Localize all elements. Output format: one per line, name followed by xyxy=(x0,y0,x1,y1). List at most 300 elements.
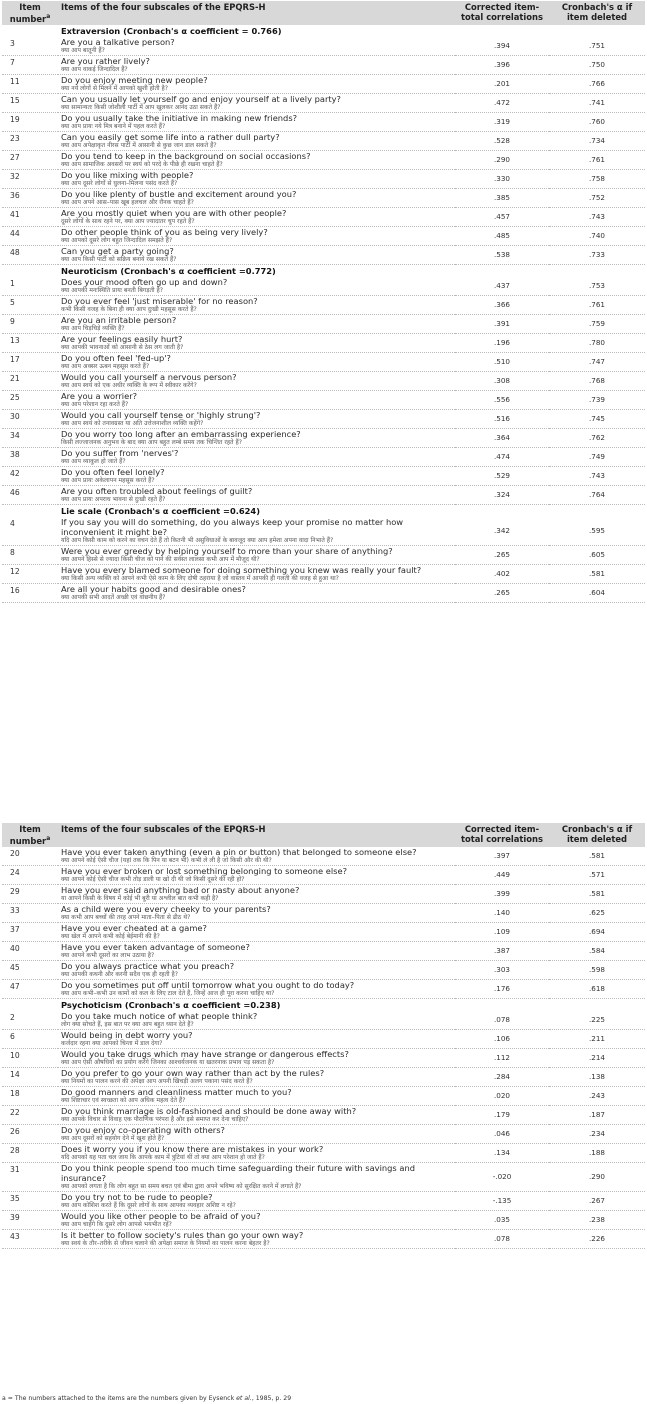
item-number-header: Item number$^a$ xyxy=(2,823,58,847)
item-english-text: Are you often troubled about feelings of guilt? xyxy=(61,485,253,496)
alpha-if-deleted-header: Cronbach's α if item deleted xyxy=(549,823,645,847)
table-row xyxy=(2,1067,645,1086)
item-english-text: Do you take much notice of what people think? xyxy=(61,1010,258,1021)
corrected-correlation-value: .387 xyxy=(455,941,549,960)
item-text-cell xyxy=(58,390,455,409)
item-number: 20 xyxy=(2,847,58,866)
item-text-cell xyxy=(58,93,455,112)
item-text-cell xyxy=(58,1229,455,1248)
corrected-correlation-value: .364 xyxy=(455,428,549,447)
item-number: 25 xyxy=(2,390,58,409)
corrected-correlation-value: .020 xyxy=(455,1086,549,1105)
table-row xyxy=(2,409,645,428)
table-row xyxy=(2,112,645,131)
item-english-text: Are you an irritable person? xyxy=(61,314,177,325)
item-text-cell xyxy=(58,55,455,74)
corrected-correlation-value: .399 xyxy=(455,884,549,903)
item-hindi-text: क्या आप बातूनी हैं? xyxy=(61,46,105,54)
table-row xyxy=(2,1048,645,1067)
item-english-text: Do you worry too long after an embarrassing experience? xyxy=(61,428,301,439)
alpha-if-deleted-value: .751 xyxy=(549,37,645,56)
item-hindi-text: क्या आप कभी–कभी उन कामों को कल के लिए टाल देते हैं, जिन्हें आज ही पूरा करना चाहिए था? xyxy=(61,989,275,997)
item-text-cell xyxy=(58,517,455,546)
item-hindi-text: क्या आप सामाजिक अवसरों पर स्वयं को परदे के पीछे ही रखना चाहते हैं? xyxy=(61,160,223,168)
corrected-correlation-value: .556 xyxy=(455,390,549,409)
item-number: 3 xyxy=(2,37,58,56)
subscale-section-row xyxy=(2,25,645,37)
item-number: 43 xyxy=(2,1229,58,1248)
item-number: 30 xyxy=(2,409,58,428)
item-english-text: Do you like mixing with people? xyxy=(61,169,194,180)
item-text-cell xyxy=(58,428,455,447)
item-text-cell xyxy=(58,112,455,131)
alpha-if-deleted-value: .234 xyxy=(549,1124,645,1143)
item-text-cell xyxy=(58,74,455,93)
item-hindi-text: यदि आप किसी काम को करने का वचन देते हैं तो कितनी भी असुविधाओं के बावजूद क्या आप हमेशा अपना वादा निभाते हैं? xyxy=(61,536,334,544)
alpha-if-deleted-value: .743 xyxy=(549,207,645,226)
table-row xyxy=(2,245,645,264)
section-spacer xyxy=(2,25,58,37)
item-english-text: Are your feelings easily hurt? xyxy=(61,333,183,344)
item-number: 8 xyxy=(2,545,58,564)
item-number: 4 xyxy=(2,517,58,546)
item-text-cell xyxy=(58,903,455,922)
alpha-if-deleted-value: .598 xyxy=(549,960,645,979)
alpha-if-deleted-value: .743 xyxy=(549,466,645,485)
corrected-correlation-value: .179 xyxy=(455,1105,549,1124)
alpha-if-deleted-value: .618 xyxy=(549,979,645,998)
alpha-if-deleted-value: .188 xyxy=(549,1143,645,1162)
alpha-if-deleted-value: .581 xyxy=(549,884,645,903)
item-english-text: Can you get a party going? xyxy=(61,245,174,256)
item-english-text: Do you sometimes put off until tomorrow what you ought to do today? xyxy=(61,979,355,990)
item-hindi-text: क्या खेल में आपने कभी कोई बेईमानी की है? xyxy=(61,932,160,940)
item-hindi-text: या आपने किसी के विषय में कोई भी बुरी या अश्लील बात कभी कही है? xyxy=(61,894,219,902)
table-row xyxy=(2,884,645,903)
alpha-if-deleted-value: .745 xyxy=(549,409,645,428)
corrected-correlation-value: .106 xyxy=(455,1029,549,1048)
item-text-cell xyxy=(58,226,455,245)
corrected-correlation-value: .330 xyxy=(455,169,549,188)
item-english-text: Do good manners and cleanliness matter much to you? xyxy=(61,1086,292,1097)
item-english-text: Do other people think of you as being very lively? xyxy=(61,226,268,237)
table-row xyxy=(2,903,645,922)
item-number: 1 xyxy=(2,277,58,296)
item-hindi-text: क्या आप प्रायः अकेलापन महसूस करते हैं? xyxy=(61,476,155,484)
item-number: 12 xyxy=(2,564,58,583)
item-english-text: Do you always practice what you preach? xyxy=(61,960,235,971)
table-row xyxy=(2,74,645,93)
item-english-text: Do you enjoy meeting new people? xyxy=(61,74,208,85)
alpha-if-deleted-value: .747 xyxy=(549,352,645,371)
subscale-section-row xyxy=(2,264,645,277)
subscale-title: Extraversion (Cronbach's α coefficient = 0.766) xyxy=(61,25,282,36)
table-row xyxy=(2,1011,645,1030)
item-hindi-text: क्या सामान्यतः किसी जोशीली पार्टी में आप खुलकर आनंद उठा सकते हैं? xyxy=(61,103,221,111)
item-english-text: Do you try not to be rude to people? xyxy=(61,1191,213,1202)
alpha-if-deleted-value: .226 xyxy=(549,1229,645,1248)
table-row xyxy=(2,226,645,245)
alpha-if-deleted-value: .214 xyxy=(549,1048,645,1067)
item-number: 26 xyxy=(2,1124,58,1143)
item-hindi-text: कभी किसी वजह के बिना ही क्या आप दुःखी महसूस करते हैं? xyxy=(61,305,197,313)
table-row xyxy=(2,1162,645,1191)
item-hindi-text: क्या आप प्रायः अपराध भावना से दुःखी रहते हैं? xyxy=(61,495,166,503)
subscale-title: Lie scale (Cronbach's α coefficient =0.624) xyxy=(61,505,260,516)
item-number: 27 xyxy=(2,150,58,169)
section-spacer xyxy=(2,504,58,517)
item-hindi-text: किसी लज्जाजनक अनुभव के बाद क्या आप बहुत लम्बे समय तक चिन्तित रहते हैं? xyxy=(61,438,242,446)
corrected-correlation-value: .516 xyxy=(455,409,549,428)
table-row xyxy=(2,390,645,409)
table-row xyxy=(2,1124,645,1143)
corrected-correlation-value: .529 xyxy=(455,466,549,485)
item-text-cell xyxy=(58,352,455,371)
item-number: 2 xyxy=(2,1011,58,1030)
table-row xyxy=(2,466,645,485)
item-number: 37 xyxy=(2,922,58,941)
table-row xyxy=(2,922,645,941)
corrected-correlation-value: .366 xyxy=(455,295,549,314)
item-text-cell xyxy=(58,865,455,884)
corrected-correlation-value: .396 xyxy=(455,55,549,74)
item-text-cell xyxy=(58,37,455,56)
item-number: 9 xyxy=(2,314,58,333)
item-number: 42 xyxy=(2,466,58,485)
item-number: 48 xyxy=(2,245,58,264)
table-row xyxy=(2,941,645,960)
corrected-correlation-value: .485 xyxy=(455,226,549,245)
item-hindi-text: क्या आपकी मनःस्थिति प्रायः बनती बिगड़ती है? xyxy=(61,286,163,294)
corrected-correlation-value: .510 xyxy=(455,352,549,371)
item-number: 6 xyxy=(2,1029,58,1048)
table-row xyxy=(2,1210,645,1229)
table-header xyxy=(2,823,645,847)
item-english-text: Do you think people spend too much time safeguarding their future with savings and insurance? xyxy=(61,1162,415,1183)
item-number: 22 xyxy=(2,1105,58,1124)
item-hindi-text: क्या आप चाहेंगे कि दूसरे लोग आपसे भयभीत रहें? xyxy=(61,1220,172,1228)
table-row xyxy=(2,517,645,546)
item-english-text: Do you tend to keep in the background on social occasions? xyxy=(61,150,311,161)
table-row xyxy=(2,1229,645,1248)
item-hindi-text: दूसरे लोगों के साथ रहने पर, क्या आप ज्यादातर चुप रहते हैं? xyxy=(61,217,195,225)
alpha-if-deleted-value: .761 xyxy=(549,150,645,169)
item-text-cell xyxy=(58,277,455,296)
item-hindi-text: क्या आपकी सभी आदतें अच्छी एवं वांछनीय हैं? xyxy=(61,593,166,601)
item-text-cell xyxy=(58,295,455,314)
item-hindi-text: क्या आपकी कथनी और करनी सदैव एक ही रहती है? xyxy=(61,970,179,978)
item-text-cell xyxy=(58,1143,455,1162)
table-row xyxy=(2,295,645,314)
corrected-correlation-value: .046 xyxy=(455,1124,549,1143)
item-text-cell xyxy=(58,131,455,150)
item-english-text: Have you ever taken anything (even a pin or button) that belonged to someone else? xyxy=(61,846,417,857)
corrected-correlation-value: .385 xyxy=(455,188,549,207)
table-row xyxy=(2,371,645,390)
item-hindi-text: क्या आप दूसरों को सहयोग देने में खुश होते हैं? xyxy=(61,1134,165,1142)
table-row xyxy=(2,485,645,504)
corrected-correlation-value: .284 xyxy=(455,1067,549,1086)
table-row xyxy=(2,865,645,884)
item-text-cell xyxy=(58,884,455,903)
alpha-if-deleted-value: .187 xyxy=(549,1105,645,1124)
corrected-correlation-value: .528 xyxy=(455,131,549,150)
alpha-if-deleted-value: .584 xyxy=(549,941,645,960)
item-text-cell xyxy=(58,979,455,998)
item-english-text: Are you rather lively? xyxy=(61,55,150,66)
item-english-text: If you say you will do something, do you always keep your promise no matter how inconvenient it might be? xyxy=(61,516,404,537)
table-header xyxy=(2,1,645,25)
section-spacer xyxy=(2,998,58,1011)
item-hindi-text: क्या आपने कोई ऐसी चीज कभी तोड़ डाली या खो दी थी जो किसी दूसरे की रही हो? xyxy=(61,875,245,883)
item-text-cell xyxy=(58,1162,455,1191)
table-row xyxy=(2,55,645,74)
item-number: 39 xyxy=(2,1210,58,1229)
alpha-if-deleted-value: .238 xyxy=(549,1210,645,1229)
item-hindi-text: क्या आपने हिस्से से ज्यादा किसी चीज को पाने की सर्वस्त लालसा कभी आप में मौजूद थी? xyxy=(61,555,260,563)
alpha-if-deleted-value: .749 xyxy=(549,447,645,466)
item-number: 47 xyxy=(2,979,58,998)
item-text-cell xyxy=(58,188,455,207)
corrected-correlation-value: .134 xyxy=(455,1143,549,1162)
item-text-cell xyxy=(58,409,455,428)
corrected-correlation-value: .303 xyxy=(455,960,549,979)
item-text-cell xyxy=(58,245,455,264)
item-english-text: Would you take drugs which may have strange or dangerous effects? xyxy=(61,1048,349,1059)
item-english-text: Would being in debt worry you? xyxy=(61,1029,193,1040)
item-english-text: Do you enjoy co-operating with others? xyxy=(61,1124,225,1135)
alpha-if-deleted-value: .734 xyxy=(549,131,645,150)
item-english-text: Would you call yourself tense or 'highly strung'? xyxy=(61,409,261,420)
table-row xyxy=(2,352,645,371)
item-text-cell xyxy=(58,847,455,866)
item-hindi-text: यदि आपको यह पता चल जाय कि आपके काम में त्रुटियां थीं तो क्या आप परेशान हो जाते हैं? xyxy=(61,1153,265,1161)
alpha-if-deleted-value: .243 xyxy=(549,1086,645,1105)
item-text-cell xyxy=(58,564,455,583)
item-hindi-text: लोग क्या सोचते हैं, इस बात पर क्या आप बहुत ध्यान देते हैं? xyxy=(61,1020,194,1028)
item-text-cell xyxy=(58,941,455,960)
table-row xyxy=(2,583,645,602)
item-english-text: Can you usually let yourself go and enjoy yourself at a lively party? xyxy=(61,93,341,104)
alpha-if-deleted-value: .741 xyxy=(549,93,645,112)
table-row xyxy=(2,1143,645,1162)
item-number: 24 xyxy=(2,865,58,884)
alpha-if-deleted-value: .571 xyxy=(549,865,645,884)
item-number: 10 xyxy=(2,1048,58,1067)
item-english-text: Would you call yourself a nervous person? xyxy=(61,371,237,382)
subscale-section-row xyxy=(2,504,645,517)
item-hindi-text: क्या आप कोशिश करते हैं कि दूसरे लोगों के साथ आपका व्यवहार अशिष्ट न रहे? xyxy=(61,1201,236,1209)
item-text-cell xyxy=(58,545,455,564)
corrected-correlation-value: .078 xyxy=(455,1011,549,1030)
item-number: 18 xyxy=(2,1086,58,1105)
item-english-text: Are you a talkative person? xyxy=(61,36,175,47)
alpha-if-deleted-value: .766 xyxy=(549,74,645,93)
alpha-if-deleted-value: .758 xyxy=(549,169,645,188)
item-hindi-text: क्या आप अपने आस–पास खूब हलचल और रौनक चाहते हैं? xyxy=(61,198,194,206)
item-english-text: Are you a worrier? xyxy=(61,390,138,401)
item-english-text: Can you easily get some life into a rather dull party? xyxy=(61,131,280,142)
alpha-if-deleted-value: .290 xyxy=(549,1162,645,1191)
corrected-correlation-value: .112 xyxy=(455,1048,549,1067)
item-number: 33 xyxy=(2,903,58,922)
corrected-correlation-value: .265 xyxy=(455,583,549,602)
alpha-if-deleted-value: .267 xyxy=(549,1191,645,1210)
corrected-correlation-value: .324 xyxy=(455,485,549,504)
item-hindi-text: क्या स्वयं के तौर–तरीके से जीवन चलाने की अपेक्षा समाज के नियमों का पालन करना बेहतर है? xyxy=(61,1239,270,1247)
alpha-if-deleted-value: .752 xyxy=(549,188,645,207)
item-english-text: Do you prefer to go your own way rather than act by the rules? xyxy=(61,1067,325,1078)
table-row xyxy=(2,37,645,56)
item-hindi-text: क्या आप दूसरे लोगों से घुलना–मिलना पसंद करते हैं? xyxy=(61,179,178,187)
corrected-correlation-header: Corrected item-total correlations xyxy=(455,1,549,25)
alpha-if-deleted-value: .604 xyxy=(549,583,645,602)
corrected-correlation-value: .109 xyxy=(455,922,549,941)
item-hindi-text: कर्जदार रहना क्या आपको चिन्ता में डाल देगा? xyxy=(61,1039,163,1047)
item-number: 29 xyxy=(2,884,58,903)
corrected-correlation-value: .201 xyxy=(455,74,549,93)
item-hindi-text: क्या आप प्रायः नये मित्र बनाने में पहल करते हैं? xyxy=(61,122,166,130)
table-row xyxy=(2,277,645,296)
alpha-if-deleted-value: .581 xyxy=(549,564,645,583)
corrected-correlation-value: .035 xyxy=(455,1210,549,1229)
item-english-text: Have you every blamed someone for doing something you knew was really your fault? xyxy=(61,564,422,575)
item-hindi-text: क्या आप वाकई जिन्दादिल हैं? xyxy=(61,65,128,73)
item-english-text: Do you think marriage is old-fashioned and should be done away with? xyxy=(61,1105,357,1116)
alpha-if-deleted-header: Cronbach's α if item deleted xyxy=(549,1,645,25)
item-english-text: Do you usually take the initiative in making new friends? xyxy=(61,112,298,123)
alpha-if-deleted-value: .753 xyxy=(549,277,645,296)
epqrs-table-part-2 xyxy=(2,823,645,1249)
item-english-text: Have you ever broken or lost something belonging to someone else? xyxy=(61,865,348,876)
item-text-cell xyxy=(58,150,455,169)
corrected-correlation-value: .437 xyxy=(455,277,549,296)
item-text-cell xyxy=(58,466,455,485)
corrected-correlation-value: .342 xyxy=(455,517,549,546)
table-row xyxy=(2,1029,645,1048)
item-number: 21 xyxy=(2,371,58,390)
item-hindi-text: क्या आप अक्सर ऊबन महसूस करते हैं? xyxy=(61,362,150,370)
table-row xyxy=(2,545,645,564)
items-header: Items of the four subscales of the EPQRS-H xyxy=(58,823,455,847)
table-row xyxy=(2,447,645,466)
item-hindi-text: क्या आप परेशान रहा करते हैं? xyxy=(61,400,129,408)
item-hindi-text: क्या आप स्वयं को तनावग्रस्त या अति उत्तेजनाशील व्यक्ति कहेंगे? xyxy=(61,419,204,427)
item-hindi-text: क्या शिष्टाचार एवं स्वच्छता को आप अधिक महत्व देते हैं? xyxy=(61,1096,186,1104)
item-text-cell xyxy=(58,371,455,390)
item-text-cell xyxy=(58,1011,455,1030)
corrected-correlation-value: -.135 xyxy=(455,1191,549,1210)
item-number: 19 xyxy=(2,112,58,131)
item-number: 46 xyxy=(2,485,58,504)
alpha-if-deleted-value: .694 xyxy=(549,922,645,941)
item-text-cell xyxy=(58,169,455,188)
item-english-text: Do you often feel 'fed-up'? xyxy=(61,352,171,363)
item-hindi-text: क्या आप अपेक्षाकृत नीरस पार्टी में आसानी से कुछ जान डाल सकते हैं? xyxy=(61,141,217,149)
item-text-cell xyxy=(58,1105,455,1124)
alpha-if-deleted-value: .740 xyxy=(549,226,645,245)
item-english-text: Is it better to follow society's rules than go your own way? xyxy=(61,1229,304,1240)
item-number: 34 xyxy=(2,428,58,447)
item-number: 28 xyxy=(2,1143,58,1162)
item-number: 36 xyxy=(2,188,58,207)
item-english-text: Have you ever taken advantage of someone? xyxy=(61,941,250,952)
epqrs-table-part-1 xyxy=(2,1,645,603)
item-number: 5 xyxy=(2,295,58,314)
item-text-cell xyxy=(58,314,455,333)
section-spacer xyxy=(2,264,58,277)
item-hindi-text: क्या आप ऐसी औषधियों का प्रयोग करेंगे जिनका आश्चर्यजनक या खतरनाक प्रभाव पड़ सकता है? xyxy=(61,1058,275,1066)
item-english-text: Are all your habits good and desirable ones? xyxy=(61,583,246,594)
table-row xyxy=(2,333,645,352)
item-english-text: As a child were you every cheeky to your parents? xyxy=(61,903,271,914)
corrected-correlation-value: .176 xyxy=(455,979,549,998)
table-row xyxy=(2,131,645,150)
item-number-header: Item number$^a$ xyxy=(2,1,58,25)
item-hindi-text: क्या नियमों का पालन करने की अपेक्षा आप अपनी खिचड़ी अलग पकाना पसंद करते हैं? xyxy=(61,1077,253,1085)
corrected-correlation-value: .457 xyxy=(455,207,549,226)
corrected-correlation-value: .265 xyxy=(455,545,549,564)
item-number: 11 xyxy=(2,74,58,93)
table-row xyxy=(2,1086,645,1105)
alpha-if-deleted-value: .768 xyxy=(549,371,645,390)
table-row xyxy=(2,564,645,583)
corrected-correlation-value: .290 xyxy=(455,150,549,169)
item-english-text: Are you mostly quiet when you are with other people? xyxy=(61,207,287,218)
items-header: Items of the four subscales of the EPQRS-H xyxy=(58,1,455,25)
item-hindi-text: क्या आपने कोई ऐसी चीज (यहां तक कि पिन या बटन भी) कभी ले ली है जो किसी और की थी? xyxy=(61,856,272,864)
corrected-correlation-value: .397 xyxy=(455,847,549,866)
item-hindi-text: क्या आपको दूसरे लोग बहुत जिन्दादिल समझते हैं? xyxy=(61,236,173,244)
table-row xyxy=(2,150,645,169)
item-number: 23 xyxy=(2,131,58,150)
corrected-correlation-value: -.020 xyxy=(455,1162,549,1191)
item-english-text: Do you ever feel 'just miserable' for no reason? xyxy=(61,295,258,306)
item-text-cell xyxy=(58,922,455,941)
item-number: 15 xyxy=(2,93,58,112)
item-number: 13 xyxy=(2,333,58,352)
table-row xyxy=(2,1105,645,1124)
alpha-if-deleted-value: .762 xyxy=(549,428,645,447)
item-hindi-text: क्या आपको लगता है कि लोग बहुत सा समय बचत एवं बीमा द्वारा अपने भविष्य को सुरक्षित करने में लगाते हैं? xyxy=(61,1182,302,1190)
table-row xyxy=(2,314,645,333)
alpha-if-deleted-value: .211 xyxy=(549,1029,645,1048)
item-hindi-text: क्या आप किसी पार्टी को सक्रिय बनाये रख सकते हैं? xyxy=(61,255,177,263)
corrected-correlation-value: .391 xyxy=(455,314,549,333)
corrected-correlation-value: .140 xyxy=(455,903,549,922)
item-number: 32 xyxy=(2,169,58,188)
item-text-cell xyxy=(58,1086,455,1105)
corrected-correlation-value: .308 xyxy=(455,371,549,390)
alpha-if-deleted-value: .759 xyxy=(549,314,645,333)
alpha-if-deleted-value: .595 xyxy=(549,517,645,546)
corrected-correlation-value: .474 xyxy=(455,447,549,466)
subscale-section-row xyxy=(2,998,645,1011)
alpha-if-deleted-value: .138 xyxy=(549,1067,645,1086)
item-english-text: Does it worry you if you know there are mistakes in your work? xyxy=(61,1143,324,1154)
subscale-title: Psychoticism (Cronbach's α coefficient =0.238) xyxy=(61,999,281,1010)
table-row xyxy=(2,428,645,447)
item-hindi-text: क्या आपके विचार से विवाह एक पौराणिक परंपरा है और इसे समाप्त कर देना चाहिए? xyxy=(61,1115,249,1123)
item-english-text: Were you ever greedy by helping yourself to more than your share of anything? xyxy=(61,545,393,556)
item-number: 40 xyxy=(2,941,58,960)
item-number: 44 xyxy=(2,226,58,245)
table-row xyxy=(2,1191,645,1210)
item-text-cell xyxy=(58,207,455,226)
item-text-cell xyxy=(58,1210,455,1229)
item-text-cell xyxy=(58,1048,455,1067)
item-hindi-text: क्या आप व्याकुल हो जाते हैं? xyxy=(61,457,126,465)
